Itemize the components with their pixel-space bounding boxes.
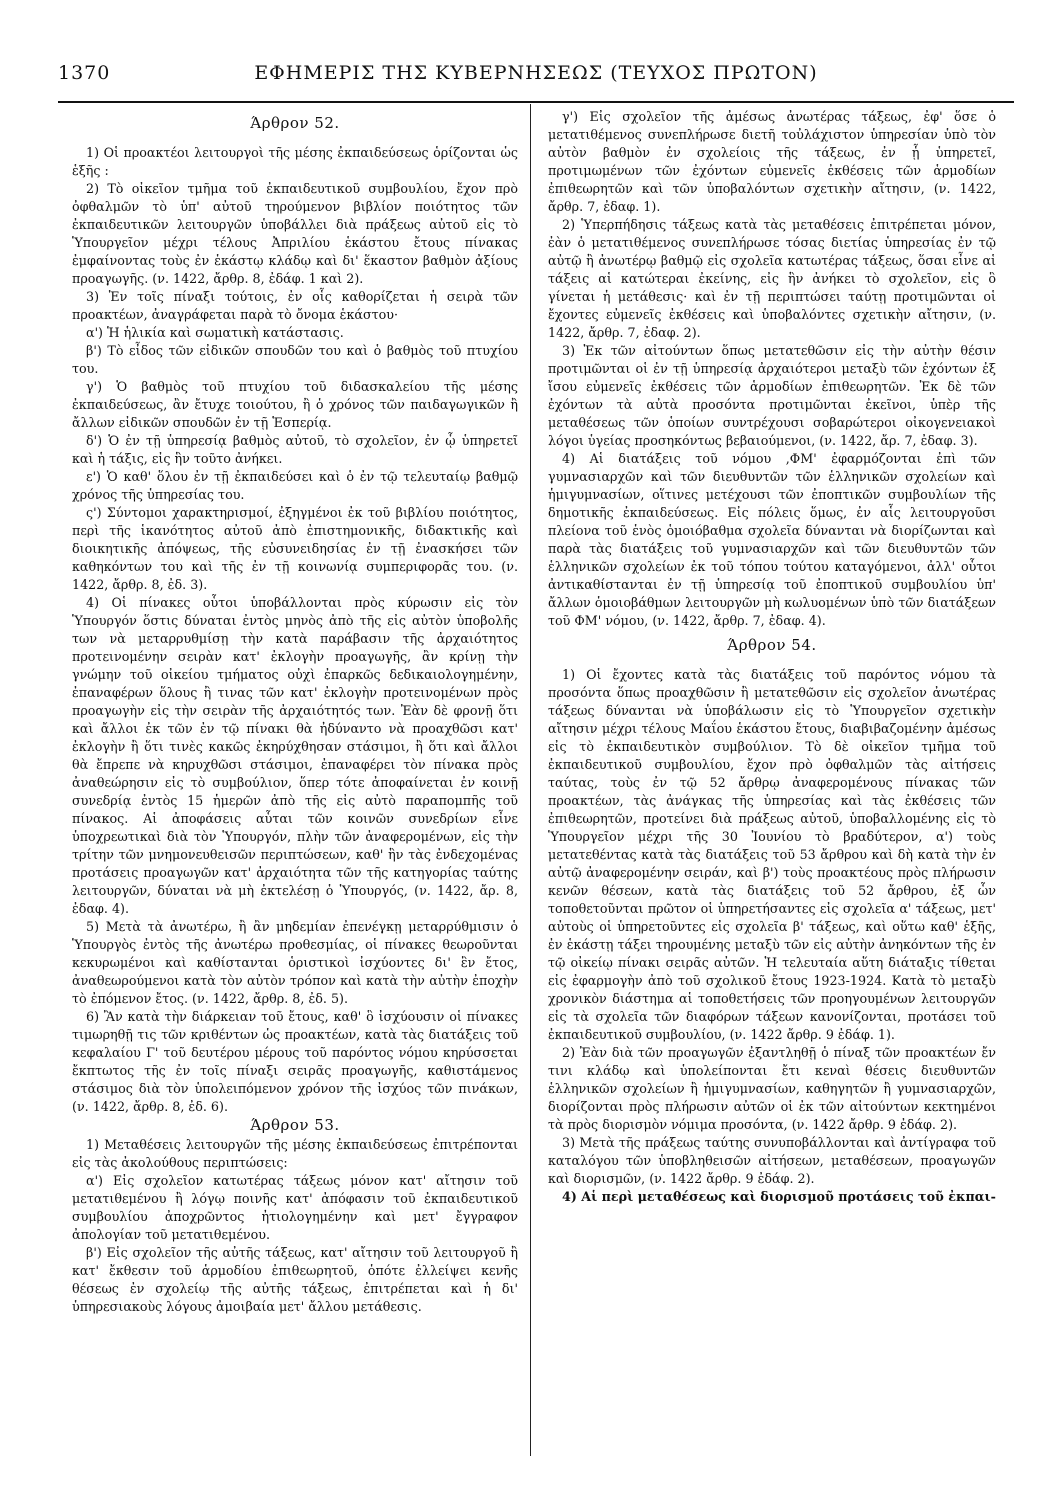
page-header: [58, 60, 1014, 94]
article-53-paragraph-1: 1) Μεταθέσεις λειτουργῶν τῆς μέσης ἐκπαιδεύσεως ἐπιτρέπονται εἰς τὰς ἀκολούθους περιπτώσεις:: [72, 1137, 518, 1170]
article-52-item-b: β') Τὸ εἶδος τῶν εἰδικῶν σπουδῶν του καὶ ὁ βαθμὸς τοῦ πτυχίου του.: [72, 343, 518, 376]
article-53-title: Άρθρον 53.: [250, 1116, 340, 1134]
journal-title: ΕΦΗΜΕΡΙΣ ΤΗΣ ΚΥΒΕΡΝΗΣΕΩΣ (ΤΕΥΧΟΣ ΠΡΩΤΟΝ): [254, 62, 818, 84]
article-52-item-a: α') Ἡ ἡλικία καὶ σωματικὴ κατάστασις.: [86, 325, 344, 340]
page-number: 1370: [58, 62, 111, 84]
header-divider: [58, 101, 1014, 103]
article-52-paragraph-1: 1) Οἱ προακτέοι λειτουργοὶ τῆς μέσης ἐκπαιδεύσεως ὁρίζονται ὡς ἑξῆς :: [72, 145, 518, 178]
article-54-title: Άρθρον 54.: [727, 636, 817, 654]
column-divider: [530, 104, 531, 1456]
article-52-paragraph-5: 5) Μετὰ τὰ ἀνωτέρω, ἢ ἂν μηδεμίαν ἐπενέγκῃ μεταρρύθμισιν ὁ Ὑπουργὸς ἐντὸς τῆς ἀνωτέρω προθεσμίας, οἱ πίνακες θεωροῦνται κεκυρωμένοι καὶ καθίστανται ὁριστικοὶ ἰσχύοντες δι' ἓν ἔτος, ἀναθεωρούμενοι κατὰ τὸν αὐτὸν τρόπον καὶ κατὰ τὴν αὐτὴν ἐποχὴν τὸ ἐπόμενον ἔτος. (ν. 1422, ἄρθρ. 8, ἐδ. 5).: [72, 919, 518, 1006]
article-52-item-c: γ') Ὁ βαθμὸς τοῦ πτυχίου τοῦ διδασκαλείου τῆς μέσης ἐκπαιδεύσεως, ἂν ἔτυχε τοιούτου, ἢ ὁ χρόνος τῶν παιδαγωγικῶν ἢ ἄλλων εἰδικῶν σπουδῶν ἐν τῇ Ἑσπερίᾳ.: [72, 379, 518, 430]
article-52-item-f: ς') Σύντομοι χαρακτηρισμοί, ἐξηγμένοι ἐκ τοῦ βιβλίου ποιότητος, περὶ τῆς ἱκανότητος αὐτοῦ ἀπὸ ἐπιστημονικῆς, διδακτικῆς καὶ διοικητικῆς ἀπόψεως, τῆς εὐσυνειδησίας ἐν τῇ ἐνασκήσει τῶν καθηκόντων του καὶ τῆς ἐν τῇ κοινωνίᾳ συμπεριφορᾶς του. (ν. 1422, ἄρθρ. 8, ἐδ. 3).: [72, 505, 518, 592]
left-column: [72, 108, 518, 1316]
article-53-item-c: γ') Εἰς σχολεῖον τῆς ἀμέσως ἀνωτέρας τάξεως, ἐφ' ὅσε ὁ μετατιθέμενος συνεπλήρωσε διετῆ τοὐλάχιστον ὑπηρεσίαν ὑπὸ τὸν αὐτὸν βαθμὸν ἐν σχολείοις τῆς τάξεως, ἐν ᾗ ὑπηρετεῖ, προτιμωμένων τῶν ἐχόντων εὐμενεῖς ἐκθέσεις τῶν ἁρμοδίων ἐπιθεωρητῶν καὶ τῶν ὑποβαλόντων σχετικὴν αἴτησιν, (ν. 1422, ἄρθρ. 7, ἐδαφ. 1).: [548, 109, 996, 214]
article-52-paragraph-4: 4) Οἱ πίνακες οὗτοι ὑποβάλλονται πρὸς κύρωσιν εἰς τὸν Ὑπουργόν ὅστις δύναται ἐντὸς μηνὸς ἀπὸ τῆς εἰς αὐτὸν ὑποβολῆς των νὰ μεταρρυθμίσῃ τὴν κατὰ παράβασιν τῆς ἀρχαιότητος προτεινομένην σειρὰν κατ' ἐκλογὴν προαγωγῆς, ἂν κρίνῃ τὴν γνώμην τοῦ οἰκείου τμήματος οὐχὶ ἐπαρκῶς δεδικαιολογημένην, ἐπαναφέρων ὅλους ἢ τινας τῶν κατ' ἐκλογὴν προτεινομένων πρὸς προαγωγὴν εἰς τὴν σειρὰν τῆς ἀρχαιότητός των. Ἐὰν δὲ φρονῇ ὅτι καὶ ἄλλοι ἐκ τῶν ἐν τῷ πίνακι θὰ ἠδύναντο νὰ προαχθῶσι κατ' ἐκλογὴν ἢ ὅτι τινὲς κακῶς ἐκηρύχθησαν στάσιμοι, ἢ ὅτι καὶ ἄλλοι θὰ ἔπρεπε νὰ κηρυχθῶσι στάσιμοι, ἐπαναφέρει τὸν πίνακα πρὸς ἀναθεώρησιν εἰς τὸ συμβούλιον, ὅπερ τότε ἀποφαίνεται ἐν κοινῇ συνεδρίᾳ ἐντὸς 15 ἡμερῶν ἀπὸ τῆς εἰς αὐτὸ παραπομπῆς τοῦ πίνακος. Αἱ ἀποφάσεις αὗται τῶν κοινῶν συνεδρίων εἶνε ὑποχρεωτικαὶ διὰ τὸν Ὑπουργόν, πλὴν τῶν ἀναφερομένων, εἰς τὴν τρίτην τῶν μνημονευθεισῶν περιπτώσεων, καθ' ἣν τὰς ἐνδεχομένας προτάσεις προαγωγῶν κατ' ἀρχαιότητα τῶν τῆς κατηγορίας ταύτης λειτουργῶν, δύναται νὰ μὴ ἐκτελέσῃ ὁ Ὑπουργός, (ν. 1422, ἄρ. 8, ἐδαφ. 4).: [72, 595, 518, 916]
right-column: [548, 108, 996, 1206]
article-53-paragraph-3: 3) Ἐκ τῶν αἰτούντων ὅπως μετατεθῶσιν εἰς τὴν αὐτὴν θέσιν προτιμῶνται οἱ ἐν τῇ ὑπηρεσίᾳ ἀρχαιότεροι μεταξὺ τῶν ἐχόντων ἐξ ἴσου εὐμενεῖς ἐκθέσεις τῶν ἁρμοδίων ἐπιθεωρητῶν. Ἐκ δὲ τῶν ἐχόντων τὰ αὐτὰ προσόντα προτιμῶνται ἐκεῖνοι, ὑπὲρ τῆς μεταθέσεως τῶν ὁποίων συντρέχουσι σοβαρώτεροι οἰκογενειακοὶ λόγοι ὑγείας προσηκόντως βεβαιούμενοι, (ν. 1422, ἄρ. 7, ἐδαφ. 3).: [548, 343, 996, 448]
article-53-paragraph-2: 2) Ὑπερπήδησις τάξεως κατὰ τὰς μεταθέσεις ἐπιτρέπεται μόνον, ἐὰν ὁ μετατιθέμενος συνεπλήρωσε τόσας διετίας ὑπηρεσίας ἐν τῷ αὐτῷ ἢ ἀνωτέρῳ βαθμῷ εἰς σχολεῖα κατωτέρας τάξεως, ὅσαι εἶνε αἱ τάξεις αἱ κατώτεραι ἐκείνης, εἰς ἣν ἀνήκει τὸ σχολεῖον, εἰς ὃ γίνεται ἡ μετάθεσις· καὶ ἐν τῇ περιπτώσει ταύτῃ προτιμῶνται οἱ ἔχοντες εὐμενεῖς ἐκθέσεις καὶ ὑποβαλόντες σχετικὴν αἴτησιν, (ν. 1422, ἄρθρ. 7, ἐδαφ. 2).: [548, 217, 996, 340]
article-52-title: Άρθρον 52.: [250, 114, 340, 132]
article-53-paragraph-4: 4) Αἱ διατάξεις τοῦ νόμου ,ΦΜ' ἐφαρμόζονται ἐπὶ τῶν γυμνασιαρχῶν καὶ τῶν διευθυντῶν τῶν ἑλληνικῶν σχολείων καὶ ἡμιγυμνασίων, οἵτινες μετέχουσι τῶν ἐποπτικῶν συμβουλίων τῆς δημοτικῆς ἐκπαιδεύσεως. Εἰς πόλεις ὅμως, ἐν αἷς λειτουργοῦσι πλείονα τοῦ ἑνὸς ὁμοιόβαθμα σχολεῖα δύνανται νὰ διορίζωνται καὶ παρὰ τὰς διατάξεις τοῦ γυμνασιαρχῶν καὶ τῶν διευθυντῶν τῶν ἑλληνικῶν σχολείων ἐκ τοῦ τόπου τούτου καταγόμενοι, ἀλλ' οὗτοι ἀντικαθίστανται ἐν τῇ ὑπηρεσίᾳ τοῦ ἐποπτικοῦ συμβουλίου ὑπ' ἄλλων ὁμοιοβάθμων λειτουργῶν μὴ κωλυομένων ὑπὸ τῶν διατάξεων τοῦ ΦΜ' νόμου, (ν. 1422, ἄρθρ. 7, ἐδαφ. 4).: [548, 451, 996, 628]
article-54-paragraph-3: 3) Μετὰ τῆς πράξεως ταύτης συνυποβάλλονται καὶ ἀντίγραφα τοῦ καταλόγου τῶν ὑποβληθεισῶν αἰτήσεων, μεταθέσεων, προαγωγῶν καὶ διορισμῶν, (ν. 1422 ἄρθρ. 9 ἐδάφ. 2).: [548, 1135, 996, 1186]
article-52-paragraph-6: 6) Ἂν κατὰ τὴν διάρκειαν τοῦ ἔτους, καθ' ὃ ἰσχύουσιν οἱ πίνακες τιμωρηθῇ τις τῶν κριθέντων ὡς προακτέων, κατὰ τὰς διατάξεις τοῦ κεφαλαίου Γ' τοῦ δευτέρου μέρους τοῦ παρόντος νόμου κηρύσσεται ἔκπτωτος τῆς ἐν τοῖς πίναξι σειρᾶς προαγωγῆς, καθιστάμενος στάσιμος διὰ τὸν ὑπολειπόμενον χρόνον τῆς ἰσχύος τῶν πινάκων, (ν. 1422, ἄρθρ. 8, ἐδ. 6).: [72, 1009, 518, 1114]
article-52-paragraph-3: 3) Ἐν τοῖς πίναξι τούτοις, ἐν οἷς καθορίζεται ἡ σειρὰ τῶν προακτέων, ἀναγράφεται παρὰ τὸ ὄνομα ἑκάστου·: [72, 289, 518, 322]
article-52-item-d: δ') Ὁ ἐν τῇ ὑπηρεσίᾳ βαθμὸς αὐτοῦ, τὸ σχολεῖον, ἐν ᾧ ὑπηρετεῖ καὶ ἡ τάξις, εἰς ἣν τοῦτο ἀνήκει.: [72, 433, 518, 466]
article-52-paragraph-2: 2) Τὸ οἰκεῖον τμῆμα τοῦ ἐκπαιδευτικοῦ συμβουλίου, ἔχον πρὸ ὀφθαλμῶν τὸ ὑπ' αὐτοῦ τηρούμενον βιβλίον ποιότητος τῶν ἐκπαιδευτικῶν λειτουργῶν ὑποβάλλει διὰ πράξεως αὐτοῦ εἰς τὸ Ὑπουργεῖον μέχρι τέλους Ἀπριλίου ἑκάστου ἔτους πίνακας ἐμφαίνοντας τοὺς ἐν ἑκάστῳ κλάδῳ καὶ δι' ἕκαστον βαθμὸν ἀξίους προαγωγῆς. (ν. 1422, ἄρθρ. 8, ἐδάφ. 1 καὶ 2).: [72, 181, 518, 286]
article-53-item-a: α') Εἰς σχολεῖον κατωτέρας τάξεως μόνον κατ' αἴτησιν τοῦ μετατιθεμένου ἢ λόγῳ ποινῆς κατ' ἀπόφασιν τοῦ ἐκπαιδευτικοῦ συμβουλίου ἀποχρῶντος ἠτιολογημένην καὶ μετ' ἔγγραφον ἀπολογίαν τοῦ μετατιθεμένου.: [72, 1173, 518, 1242]
article-54-paragraph-1: 1) Οἱ ἔχοντες κατὰ τὰς διατάξεις τοῦ παρόντος νόμου τὰ προσόντα ὅπως προαχθῶσιν ἢ μετατεθῶσιν εἰς σχολεῖον ἀνωτέρας τάξεως δύνανται νὰ ὑποβάλωσιν εἰς τὸ Ὑπουργεῖον σχετικὴν αἴτησιν μέχρι τέλους Μαΐου ἑκάστου ἔτους, διαβιβαζομένην ἀμέσως εἰς τὸ ἐκπαιδευτικὸν συμβούλιον. Τὸ δὲ οἰκεῖον τμῆμα τοῦ ἐκπαιδευτικοῦ συμβουλίου, ἔχον πρὸ ὀφθαλμῶν τὰς αἰτήσεις ταύτας, τοὺς ἐν τῷ 52 ἄρθρῳ ἀναφερομένους πίνακας τῶν προακτέων, τὰς ἀνάγκας τῆς ὑπηρεσίας καὶ τὰς ἐκθέσεις τῶν ἐπιθεωρητῶν, προτείνει διὰ πράξεως αὐτοῦ, ὑποβαλλομένης εἰς τὸ Ὑπουργεῖον μέχρι τῆς 30 Ἰουνίου τὸ βραδύτερον, α') τοὺς μετατεθέντας κατὰ τὰς διατάξεις τοῦ 53 ἄρθρου καὶ δὴ κατὰ τὴν ἐν αὐτῷ ἀναφερομένην σειράν, καὶ β') τοὺς προακτέους πρὸς πλήρωσιν κενῶν θέσεων, κατὰ τὰς διατάξεις τοῦ 52 ἄρθρου, ἐξ ὧν τοποθετοῦνται πρῶτον οἱ ὑπηρετήσαντες εἰς σχολεῖα α' τάξεως, μετ' αὐτοὺς οἱ ὑπηρετοῦντες εἰς σχολεῖα β' τάξεως, καὶ οὕτω καθ' ἑξῆς, ἐν ἑκάστῃ τάξει τηρουμένης μεταξὺ τῶν εἰς αὐτὴν ἀνηκόντων τῆς ἐν τῷ οἰκείῳ πίνακι σειρᾶς αὐτῶν. Ἡ τελευταία αὕτη διάταξις τίθεται εἰς ἐφαρμογὴν ἀπὸ τοῦ σχολικοῦ ἔτους 1923-1924. Κατὰ τὸ μεταξὺ χρονικὸν διάστημα αἱ τοποθετήσεις τῶν προηγουμένων λειτουργῶν εἰς τὰ σχολεῖα τῶν διαφόρων τάξεων κανονίζονται, προτάσει τοῦ ἐκπαιδευτικοῦ συμβουλίου, (ν. 1422 ἄρθρ. 9 ἐδάφ. 1).: [548, 667, 996, 1042]
article-54-paragraph-2: 2) Ἐὰν διὰ τῶν προαγωγῶν ἐξαντληθῇ ὁ πίναξ τῶν προακτέων ἔν τινι κλάδῳ καὶ ὑπολείπονται ἔτι κεναὶ θέσεις διευθυντῶν ἑλληνικῶν σχολείων ἢ ἡμιγυμνασίων, καθηγητῶν ἢ γυμνασιαρχῶν, διορίζονται πρὸς πλήρωσιν αὐτῶν οἱ ἐκ τῶν αἰτούντων κεκτημένοι τὰ πρὸς διορισμὸν νόμιμα προσόντα, (ν. 1422 ἄρθρ. 9 ἐδάφ. 2).: [548, 1045, 996, 1132]
article-54-paragraph-4: 4) Αἱ περὶ μεταθέσεως καὶ διορισμοῦ προτάσεις τοῦ ἐκπαι-: [562, 1189, 996, 1204]
article-52-item-e: ε') Ὁ καθ' ὅλου ἐν τῇ ἐκπαιδεύσει καὶ ὁ ἐν τῷ τελευταίῳ βαθμῷ χρόνος τῆς ὑπηρεσίας του.: [72, 469, 518, 502]
article-53-item-b: β') Εἰς σχολεῖον τῆς αὐτῆς τάξεως, κατ' αἴτησιν τοῦ λειτουργοῦ ἢ κατ' ἔκθεσιν τοῦ ἁρμοδίου ἐπιθεωρητοῦ, ὁπότε ἐλλείψει κενῆς θέσεως ἐν σχολείῳ τῆς αὐτῆς τάξεως, ἐπιτρέπεται καὶ ἡ δι' ὑπηρεσιακοὺς λόγους ἀμοιβαία μετ' ἄλλου μετάθεσις.: [72, 1245, 518, 1314]
